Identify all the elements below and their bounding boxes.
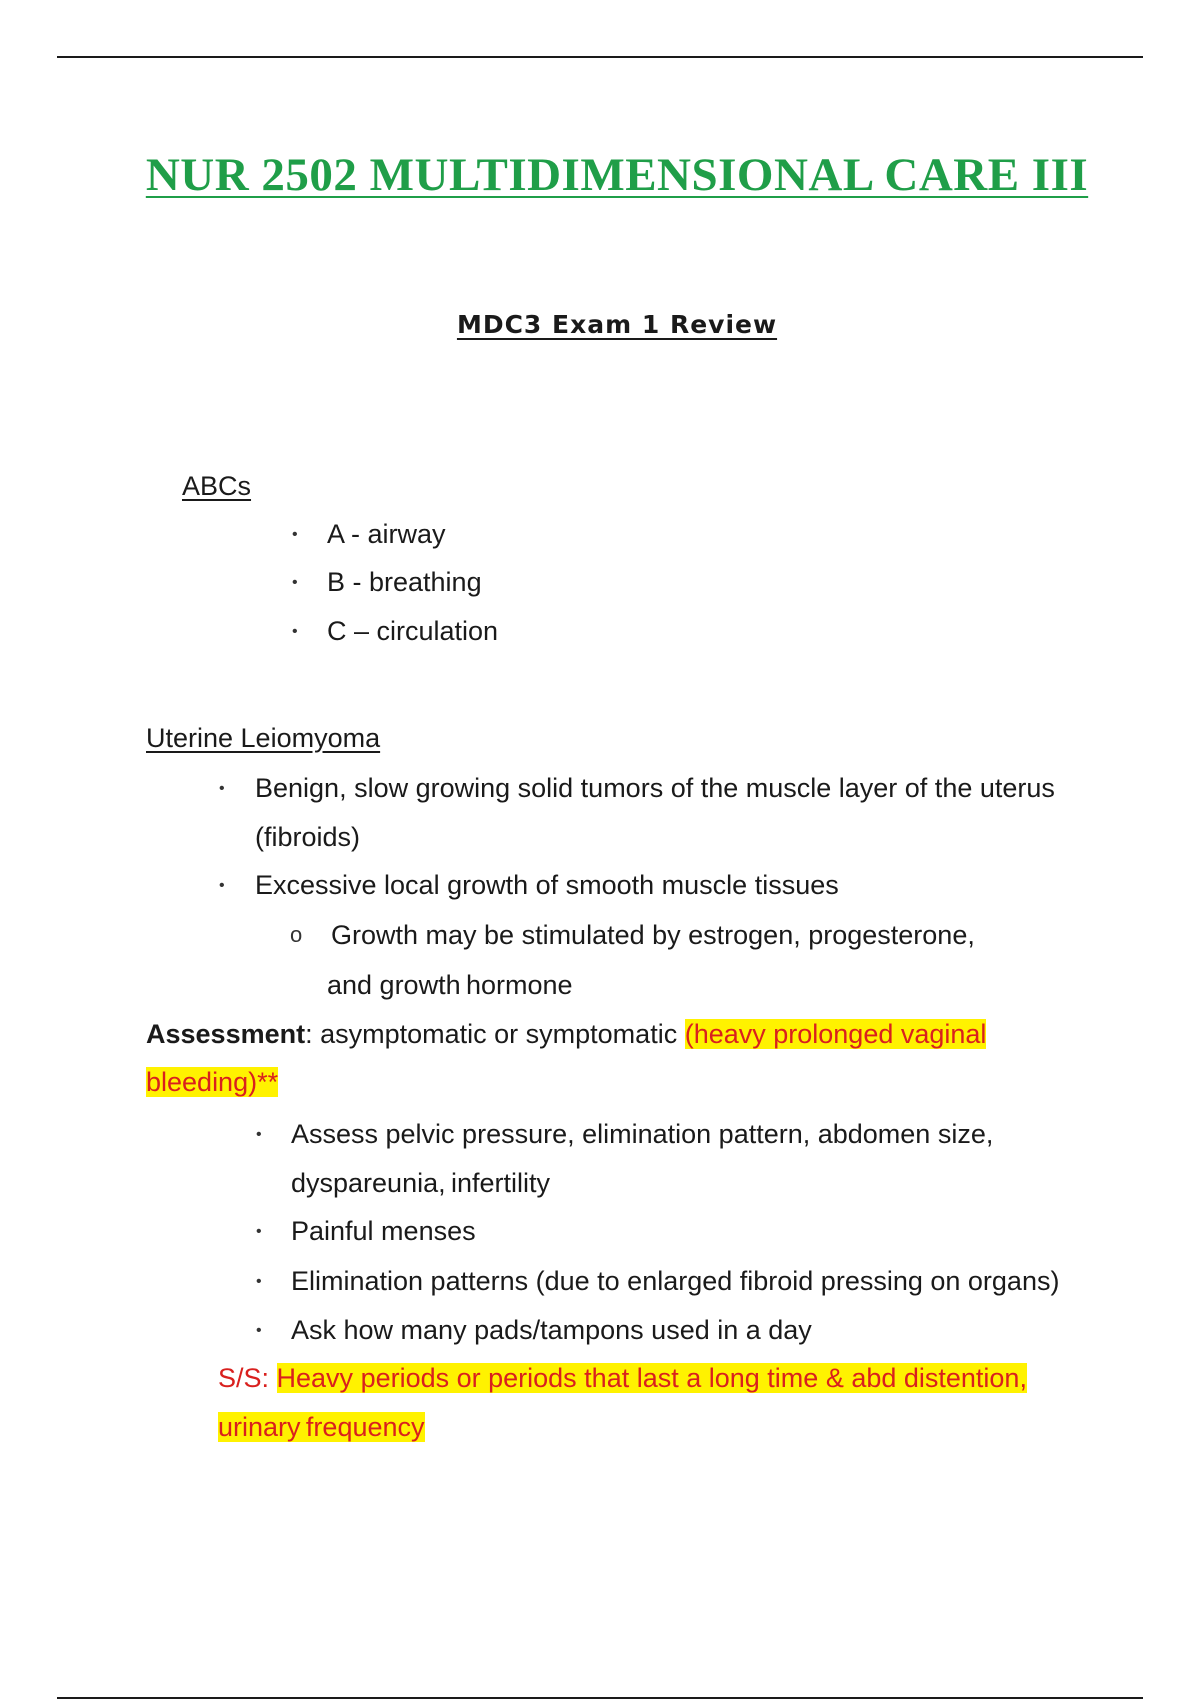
abcs-item-breathing: B - breathing [327, 567, 482, 597]
leiomyoma-bullet-1-line-2: (fibroids) [255, 822, 361, 852]
leiomyoma-bullet-2: Excessive local growth of smooth muscle tissues [255, 870, 839, 900]
circle-bullet-icon: o [290, 922, 303, 947]
bullet-dot-icon: • [256, 1273, 262, 1290]
bullet-dot-icon: • [292, 574, 298, 591]
assessment-line-2 [146, 1065, 278, 1099]
assessment-highlight-2: bleeding)** [146, 1067, 279, 1097]
leiomyoma-bullet-1-line-1: Benign, slow growing solid tumors of the muscle layer of the uterus [255, 773, 1055, 803]
leiomyoma-sub-bullet-line-1: Growth may be stimulated by estrogen, progesterone, [331, 920, 975, 950]
abcs-heading: ABCs [182, 471, 252, 501]
signs-label: S/S: [218, 1363, 277, 1393]
bullet-dot-icon: • [256, 1322, 262, 1339]
assessment-item-2: Painful menses [291, 1216, 476, 1246]
bullet-dot-icon: • [292, 526, 298, 543]
signs-text-1: Heavy periods or periods that last a long time & abd distention, [276, 1363, 1027, 1393]
bullet-dot-icon: • [219, 877, 225, 894]
signs-text-2: urinary frequency [218, 1412, 425, 1442]
assessment-line [146, 1017, 986, 1051]
document-title: NUR 2502 MULTIDIMENSIONAL CARE III [145, 149, 1089, 201]
bullet-dot-icon: • [219, 780, 225, 797]
assessment-label: Assessment [146, 1019, 306, 1049]
abcs-item-airway: A - airway [327, 519, 446, 549]
assessment-item-1-line-2: dyspareunia, infertility [291, 1168, 551, 1198]
signs-line-1 [218, 1361, 1027, 1395]
document-subtitle: MDC3 Exam 1 Review [456, 310, 778, 339]
top-rule [57, 56, 1143, 58]
abcs-item-circulation: C – circulation [327, 616, 499, 646]
assessment-item-3: Elimination patterns (due to enlarged fibroid pressing on organs) [291, 1266, 1060, 1296]
assessment-text: : asymptomatic or symptomatic [305, 1019, 685, 1049]
assessment-highlight-1: (heavy prolonged vaginal [684, 1019, 987, 1049]
bullet-dot-icon: • [256, 1223, 262, 1240]
assessment-item-1-line-1: Assess pelvic pressure, elimination pattern, abdomen size, [291, 1119, 994, 1149]
bullet-dot-icon: • [292, 623, 298, 640]
leiomyoma-sub-bullet-line-2: and growth hormone [327, 970, 573, 1000]
assessment-item-4: Ask how many pads/tampons used in a day [291, 1315, 812, 1345]
bottom-rule [57, 1697, 1143, 1699]
leiomyoma-heading: Uterine Leiomyoma [146, 723, 381, 753]
bullet-dot-icon: • [256, 1126, 262, 1143]
signs-line-2 [218, 1410, 425, 1444]
